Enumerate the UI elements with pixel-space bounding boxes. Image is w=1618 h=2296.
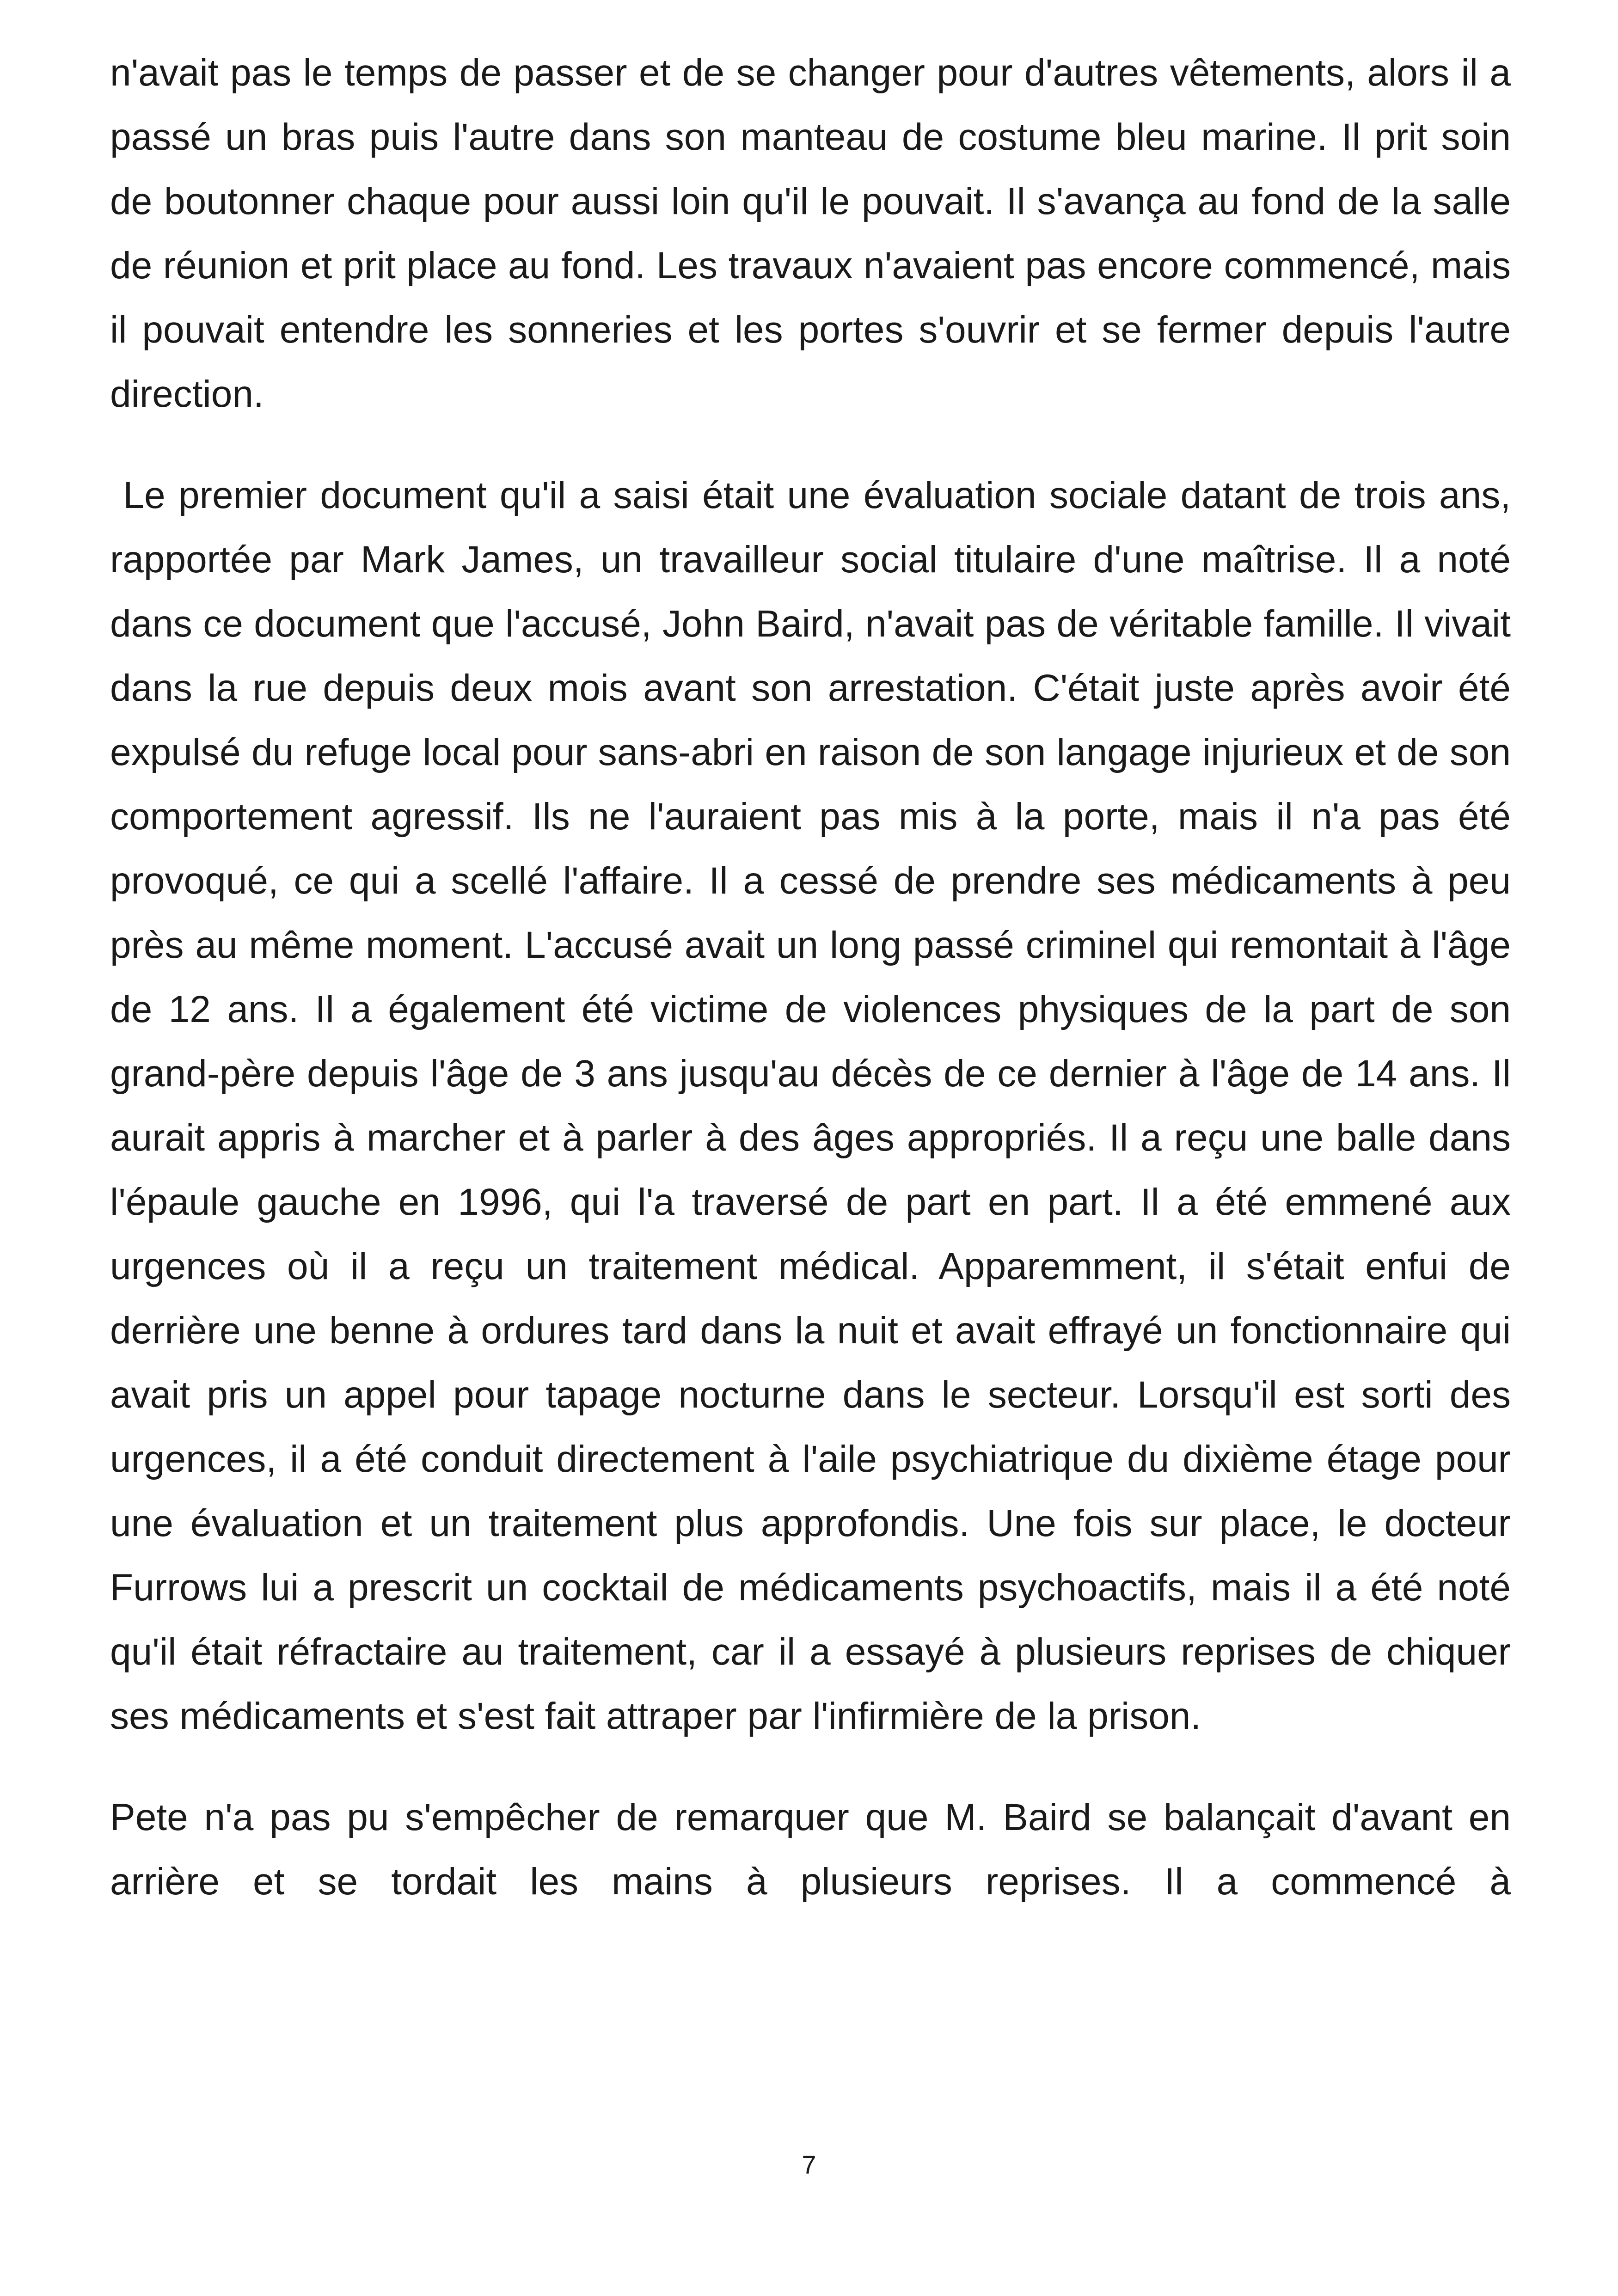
page-number: 7 [802,2150,816,2179]
paragraph-1: n'avait pas le temps de passer et de se changer pour d'autres vêtements, alors il a passé un bras puis l'autre dans son manteau de costume bleu marine. Il prit soin de boutonner chaque pour aussi loin qu'il le pouvait. Il s'avança au fond de la salle de réunion et prit place au fond. Les travaux n'avaient pas encore commencé, mais il pouvait entendre les sonneries et les portes s'ouvrir et se fermer depuis l'autre direction. [110,52,1511,415]
paragraph-2: Le premier document qu'il a saisi était une évaluation sociale datant de trois ans, rapportée par Mark James, un travailleur social titulaire d'une maîtrise. Il a noté dans ce document que l'accusé, John Baird, n'avait pas de véritable famille. Il vivait dans la rue depuis deux mois avant son arrestation. C'était juste après avoir été expulsé du refuge local pour sans-abri en raison de son langage injurieux et de son comportement agressif. Ils ne l'auraient pas mis à la porte, mais il n'a pas été provoqué, ce qui a scellé l'affaire. Il a cessé de prendre ses médicaments à peu près au même moment. L'accusé avait un long passé criminel qui remontait à l'âge de 12 ans. Il a également été victime de violences physiques de la part de son grand-père depuis l'âge de 3 ans jusqu'au décès de ce dernier à l'âge de 14 ans. Il aurait appris à marcher et à parler à des âges appropriés. Il a reçu une balle dans l'épaule gauche en 1996, qui l'a traversé de part en part. Il a été emmené aux urgences où il a reçu un traitement médical. Apparemment, il s'était enfui de derrière une benne à ordures tard dans la nuit et avait effrayé un fonctionnaire qui avait pris un appel pour tapage nocturne dans le secteur. Lorsqu'il est sorti des urgences, il a été conduit directement à l'aile psychiatrique du dixième étage pour une évaluation et un traitement plus approfondis. Une fois sur place, le docteur Furrows lui a prescrit un cocktail de médicaments psychoactifs, mais il a été noté qu'il était réfractaire au traitement, car il a essayé à plusieurs reprises de chiquer ses médicaments et s'est fait attraper par l'infirmière de la prison. [110,474,1521,1737]
body-text [110,41,1521,1914]
paragraph-3: Pete n'a pas pu s'empêcher de remarquer que M. Baird se balançait d'avant en arrière et se tordait les mains à plusieurs reprises. Il a commencé à [110,1796,1511,1903]
